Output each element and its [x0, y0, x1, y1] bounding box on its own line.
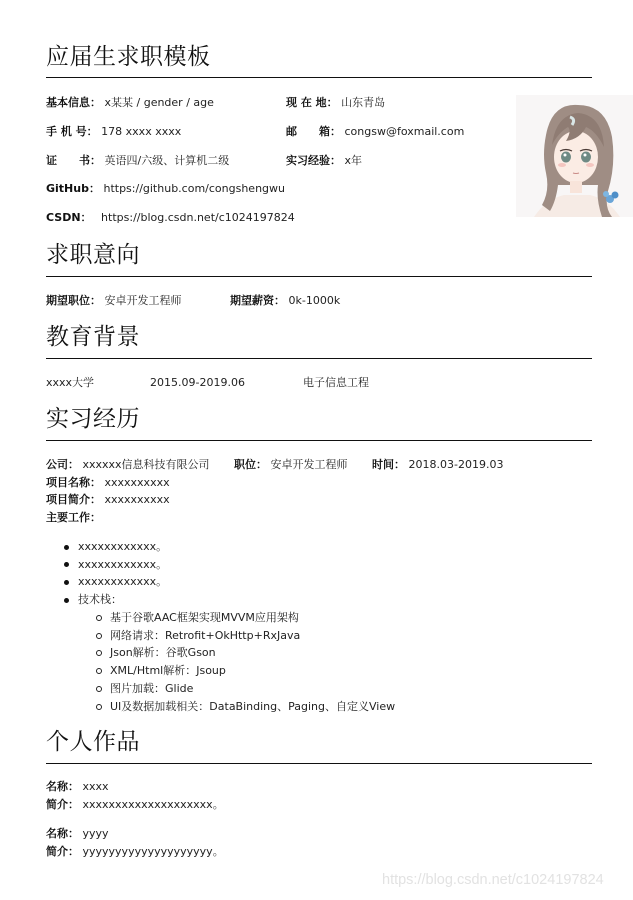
github-link[interactable]: https://github.com/congshengwu	[103, 182, 285, 195]
education-period: 2015.09-2019.06	[150, 376, 245, 389]
csdn-label: CSDN：	[46, 211, 92, 224]
project-intro-value: xxxxxxxxxx	[104, 493, 170, 506]
section-heading-works: 个人作品	[46, 729, 140, 755]
internship-role	[234, 458, 348, 472]
tech-stack-item: UI及数据加载相关：DataBinding、Paging、自定义View	[110, 698, 395, 716]
tech-stack-item: 网络请求：Retrofit+OkHttp+RxJava	[110, 627, 395, 645]
csdn-link[interactable]: https://blog.csdn.net/c1024197824	[101, 211, 295, 224]
watermark: https://blog.csdn.net/c1024197824	[382, 872, 604, 888]
work-name-label: 名称：	[46, 780, 79, 793]
project-intro-label: 项目简介：	[46, 493, 101, 506]
internship-company	[46, 458, 210, 472]
work-2-name	[46, 827, 109, 841]
project-intro	[46, 493, 170, 507]
tech-stack-item: XML/Html解析：Jsoup	[110, 662, 395, 680]
work-name-value: yyyy	[82, 827, 109, 840]
work-intro-value: xxxxxxxxxxxxxxxxxxxx。	[82, 798, 224, 811]
basic-info-name	[46, 96, 214, 110]
basic-info-phone	[46, 125, 181, 139]
time-value: 2018.03-2019.03	[408, 458, 504, 471]
internship-divider	[46, 440, 592, 441]
education-divider	[46, 358, 592, 359]
project-name	[46, 476, 170, 490]
position-value: 安卓开发工程师	[104, 294, 182, 307]
work-intro-value: yyyyyyyyyyyyyyyyyyyy。	[82, 845, 224, 858]
work-intro-label: 简介：	[46, 845, 79, 858]
role-value: 安卓开发工程师	[270, 458, 348, 471]
salary-value: 0k-1000k	[288, 294, 341, 307]
basic-info-email	[286, 125, 464, 139]
education-major: 电子信息工程	[303, 376, 369, 389]
email-label: 邮 箱：	[286, 125, 341, 138]
tech-stack-item: 基于谷歌AAC框架实现MVVM应用架构	[110, 609, 395, 627]
project-name-value: xxxxxxxxxx	[104, 476, 170, 489]
project-name-label: 项目名称：	[46, 476, 101, 489]
tech-stack-item: Json解析：谷歌Gson	[110, 644, 395, 662]
cert-value: 英语四/六级、计算机二级	[104, 154, 230, 167]
work-name-label: 名称：	[46, 827, 79, 840]
position-label: 期望职位：	[46, 294, 101, 307]
job-intention-divider	[46, 276, 592, 277]
page-title: 应届生求职模板	[46, 44, 211, 70]
work-1-intro	[46, 798, 224, 812]
name-label: 基本信息：	[46, 96, 101, 109]
salary-label: 期望薪资：	[230, 294, 285, 307]
section-heading-job-intention: 求职意向	[46, 242, 140, 268]
tech-stack-label: 技术栈：	[78, 593, 122, 607]
work-name-value: xxxx	[82, 780, 109, 793]
work-intro-label: 简介：	[46, 798, 79, 811]
work-1-name	[46, 780, 109, 794]
cert-label: 证 书：	[46, 154, 101, 167]
name-value: x某某 / gender / age	[104, 96, 214, 109]
phone-label: 手 机 号：	[46, 125, 98, 138]
location-value: 山东青岛	[341, 96, 386, 109]
company-label: 公司：	[46, 458, 79, 471]
anime-girl-avatar-icon	[516, 95, 633, 217]
section-heading-internship: 实习经历	[46, 406, 140, 432]
section-heading-education: 教育背景	[46, 324, 140, 350]
role-label: 职位：	[234, 458, 267, 471]
works-divider	[46, 763, 592, 764]
main-work-label: 主要工作：	[46, 511, 101, 524]
work-2-intro	[46, 845, 224, 859]
work-list	[46, 538, 395, 716]
internship-time	[372, 458, 503, 472]
email-value[interactable]: congsw@foxmail.com	[344, 125, 465, 138]
avatar	[516, 95, 633, 217]
expected-salary	[230, 294, 340, 308]
tech-stack-list	[78, 609, 395, 716]
list-item-tech-stack	[78, 591, 395, 715]
basic-info-github	[46, 182, 285, 196]
basic-info-certificates	[46, 154, 229, 168]
education-school: xxxx大学	[46, 376, 95, 389]
list-item: xxxxxxxxxxxx。	[78, 573, 395, 591]
phone-value: 178 xxxx xxxx	[101, 125, 182, 138]
basic-info-csdn	[46, 211, 295, 225]
github-label: GitHub：	[46, 182, 100, 195]
location-label: 现 在 地：	[286, 96, 338, 109]
expected-position	[46, 294, 182, 308]
basic-info-location	[286, 96, 385, 110]
tech-stack-item: 图片加载：Glide	[110, 680, 395, 698]
basic-info-experience	[286, 154, 362, 168]
experience-label: 实习经验：	[286, 154, 341, 167]
list-item: xxxxxxxxxxxx。	[78, 556, 395, 574]
title-divider	[46, 77, 592, 78]
time-label: 时间：	[372, 458, 405, 471]
main-work	[46, 511, 101, 525]
list-item: xxxxxxxxxxxx。	[78, 538, 395, 556]
company-value: xxxxxx信息科技有限公司	[82, 458, 210, 471]
experience-value: x年	[344, 154, 363, 167]
